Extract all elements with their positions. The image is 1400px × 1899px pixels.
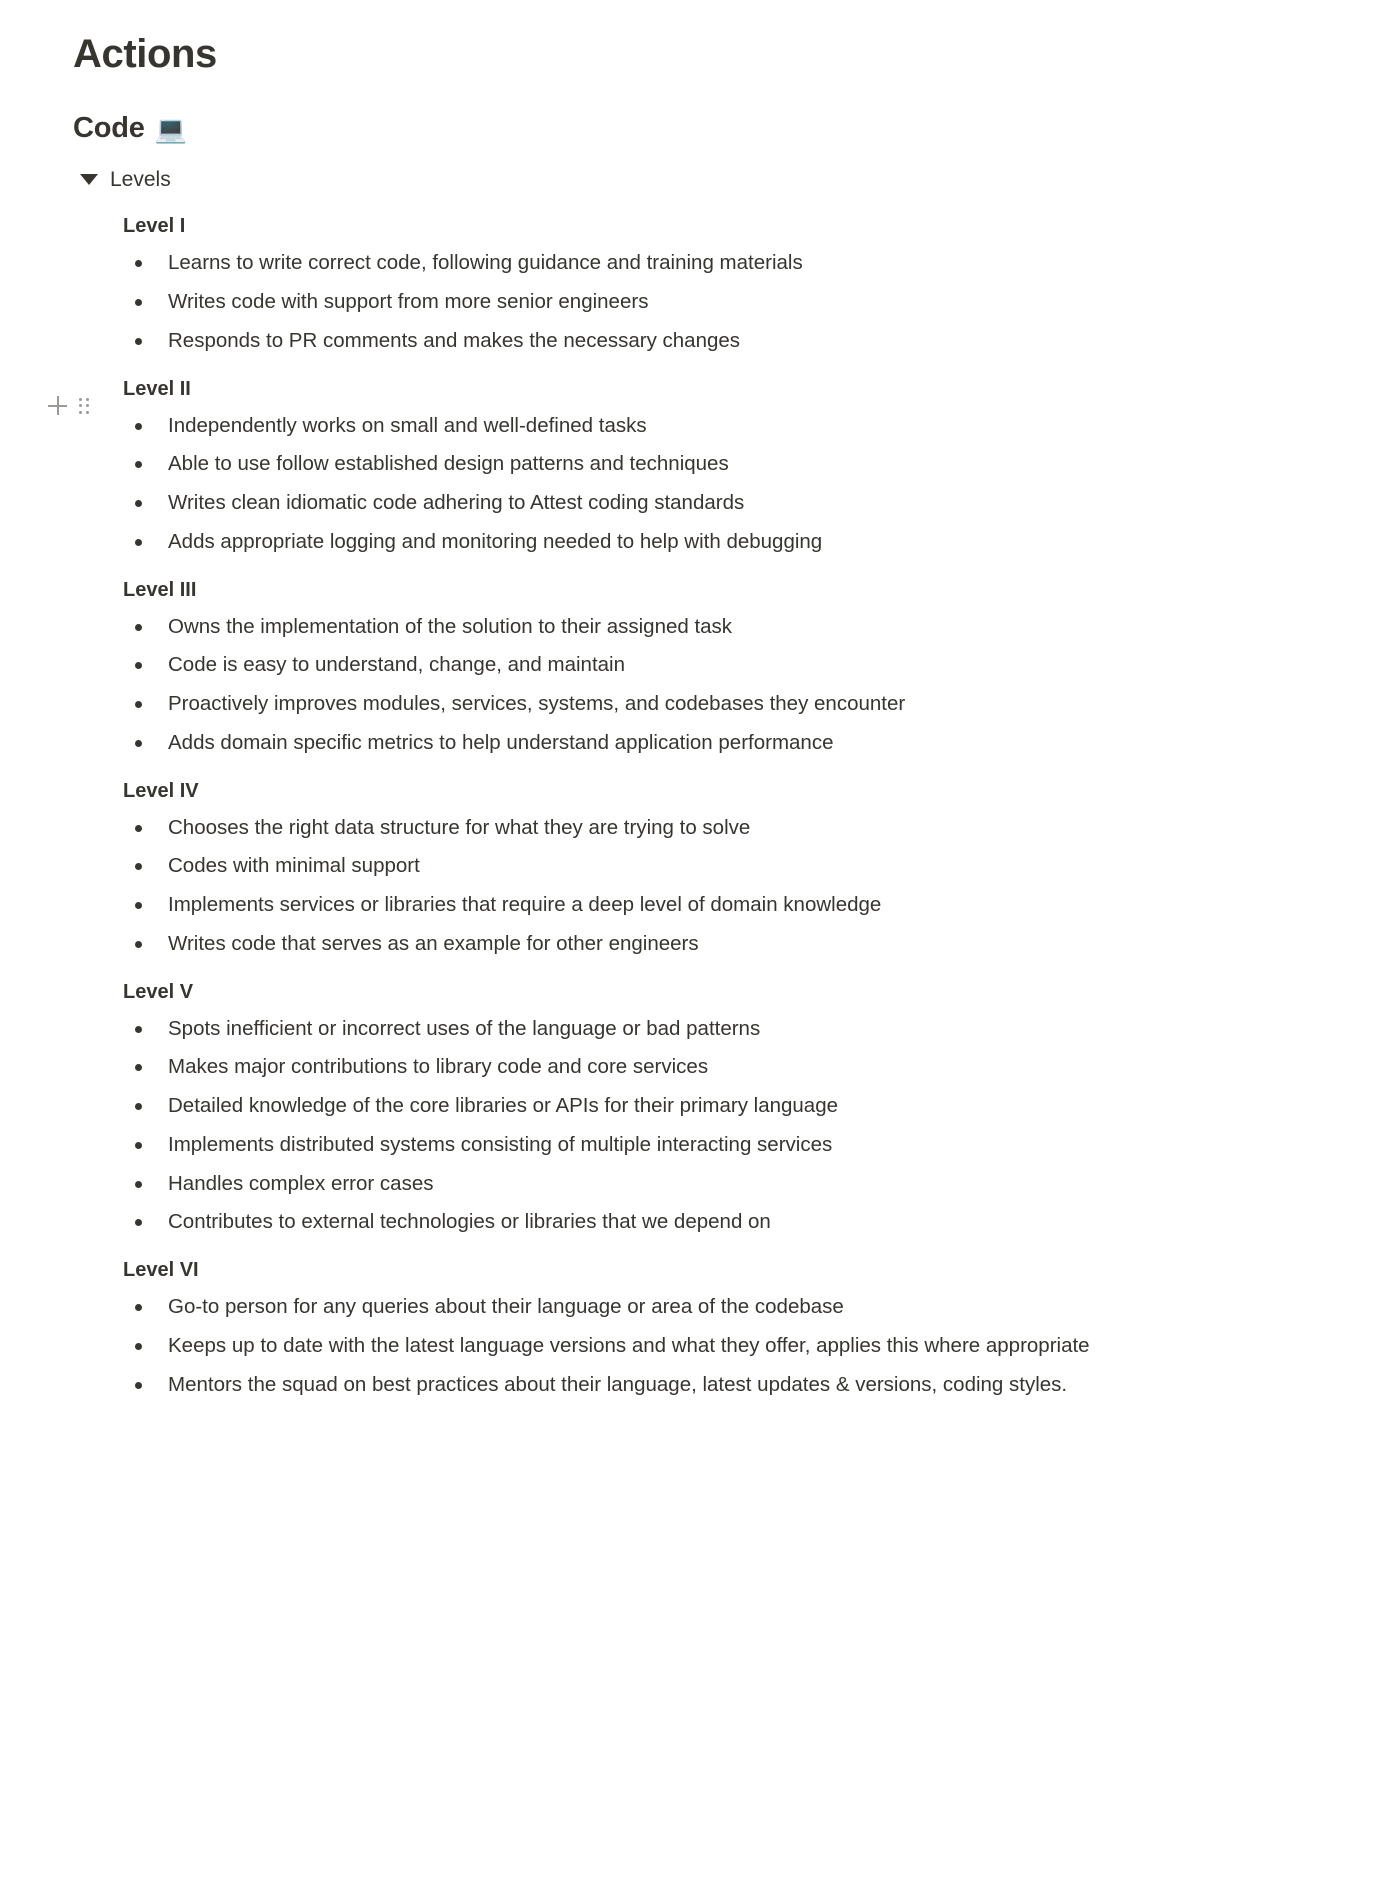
level-list — [0, 240, 1400, 356]
list-item: Spots inefficient or incorrect uses of the language or bad patterns — [0, 1006, 1400, 1045]
list-item: Handles complex error cases — [0, 1161, 1400, 1200]
toggle-levels-label: Levels — [110, 168, 171, 191]
level-list — [0, 1284, 1400, 1400]
list-item: Proactively improves modules, services, systems, and codebases they encounter — [0, 681, 1400, 720]
list-item: Writes code that serves as an example for other engineers — [0, 921, 1400, 960]
list-item: Chooses the right data structure for what they are trying to solve — [0, 805, 1400, 844]
level-heading: Level V — [123, 980, 194, 1003]
list-item: Go-to person for any queries about their language or area of the codebase — [0, 1284, 1400, 1323]
level-list — [0, 403, 1400, 558]
section-heading-text: Code — [73, 112, 145, 144]
level-list — [0, 1006, 1400, 1239]
list-item: Codes with minimal support — [0, 843, 1400, 882]
level-heading: Level III — [123, 578, 197, 601]
levels-content — [0, 194, 1400, 1400]
list-item: Implements services or libraries that require a deep level of domain knowledge — [0, 882, 1400, 921]
list-item: Writes code with support from more senior engineers — [0, 279, 1400, 318]
list-item: Detailed knowledge of the core libraries or APIs for their primary language — [0, 1083, 1400, 1122]
level-heading: Level I — [123, 215, 186, 238]
list-item: Mentors the squad on best practices about their language, latest updates & versions, coding styles. — [0, 1362, 1400, 1401]
list-item: Able to use follow established design patterns and techniques — [0, 441, 1400, 480]
list-item: Learns to write correct code, following guidance and training materials — [0, 240, 1400, 279]
list-item: Independently works on small and well-defined tasks — [0, 403, 1400, 442]
level-heading: Level VI — [123, 1259, 199, 1282]
level-heading: Level IV — [123, 779, 199, 802]
list-item: Makes major contributions to library code and core services — [0, 1044, 1400, 1083]
page-title: Actions — [73, 32, 217, 76]
list-item: Writes clean idiomatic code adhering to Attest coding standards — [0, 480, 1400, 519]
section-heading-code — [0, 78, 1400, 145]
list-item: Adds appropriate logging and monitoring needed to help with debugging — [0, 519, 1400, 558]
list-item: Owns the implementation of the solution to their assigned task — [0, 604, 1400, 643]
toggle-levels[interactable] — [0, 145, 1400, 194]
triangle-down-icon[interactable] — [80, 174, 98, 185]
list-item: Keeps up to date with the latest language versions and what they offer, applies this where appropriate — [0, 1323, 1400, 1362]
laptop-emoji: 💻 — [154, 113, 187, 144]
level-list — [0, 604, 1400, 759]
list-item: Responds to PR comments and makes the necessary changes — [0, 318, 1400, 357]
list-item: Code is easy to understand, change, and maintain — [0, 642, 1400, 681]
list-item: Contributes to external technologies or libraries that we depend on — [0, 1199, 1400, 1238]
level-heading: Level II — [123, 377, 191, 400]
list-item: Adds domain specific metrics to help understand application performance — [0, 720, 1400, 759]
level-list — [0, 805, 1400, 960]
list-item: Implements distributed systems consisting of multiple interacting services — [0, 1122, 1400, 1161]
